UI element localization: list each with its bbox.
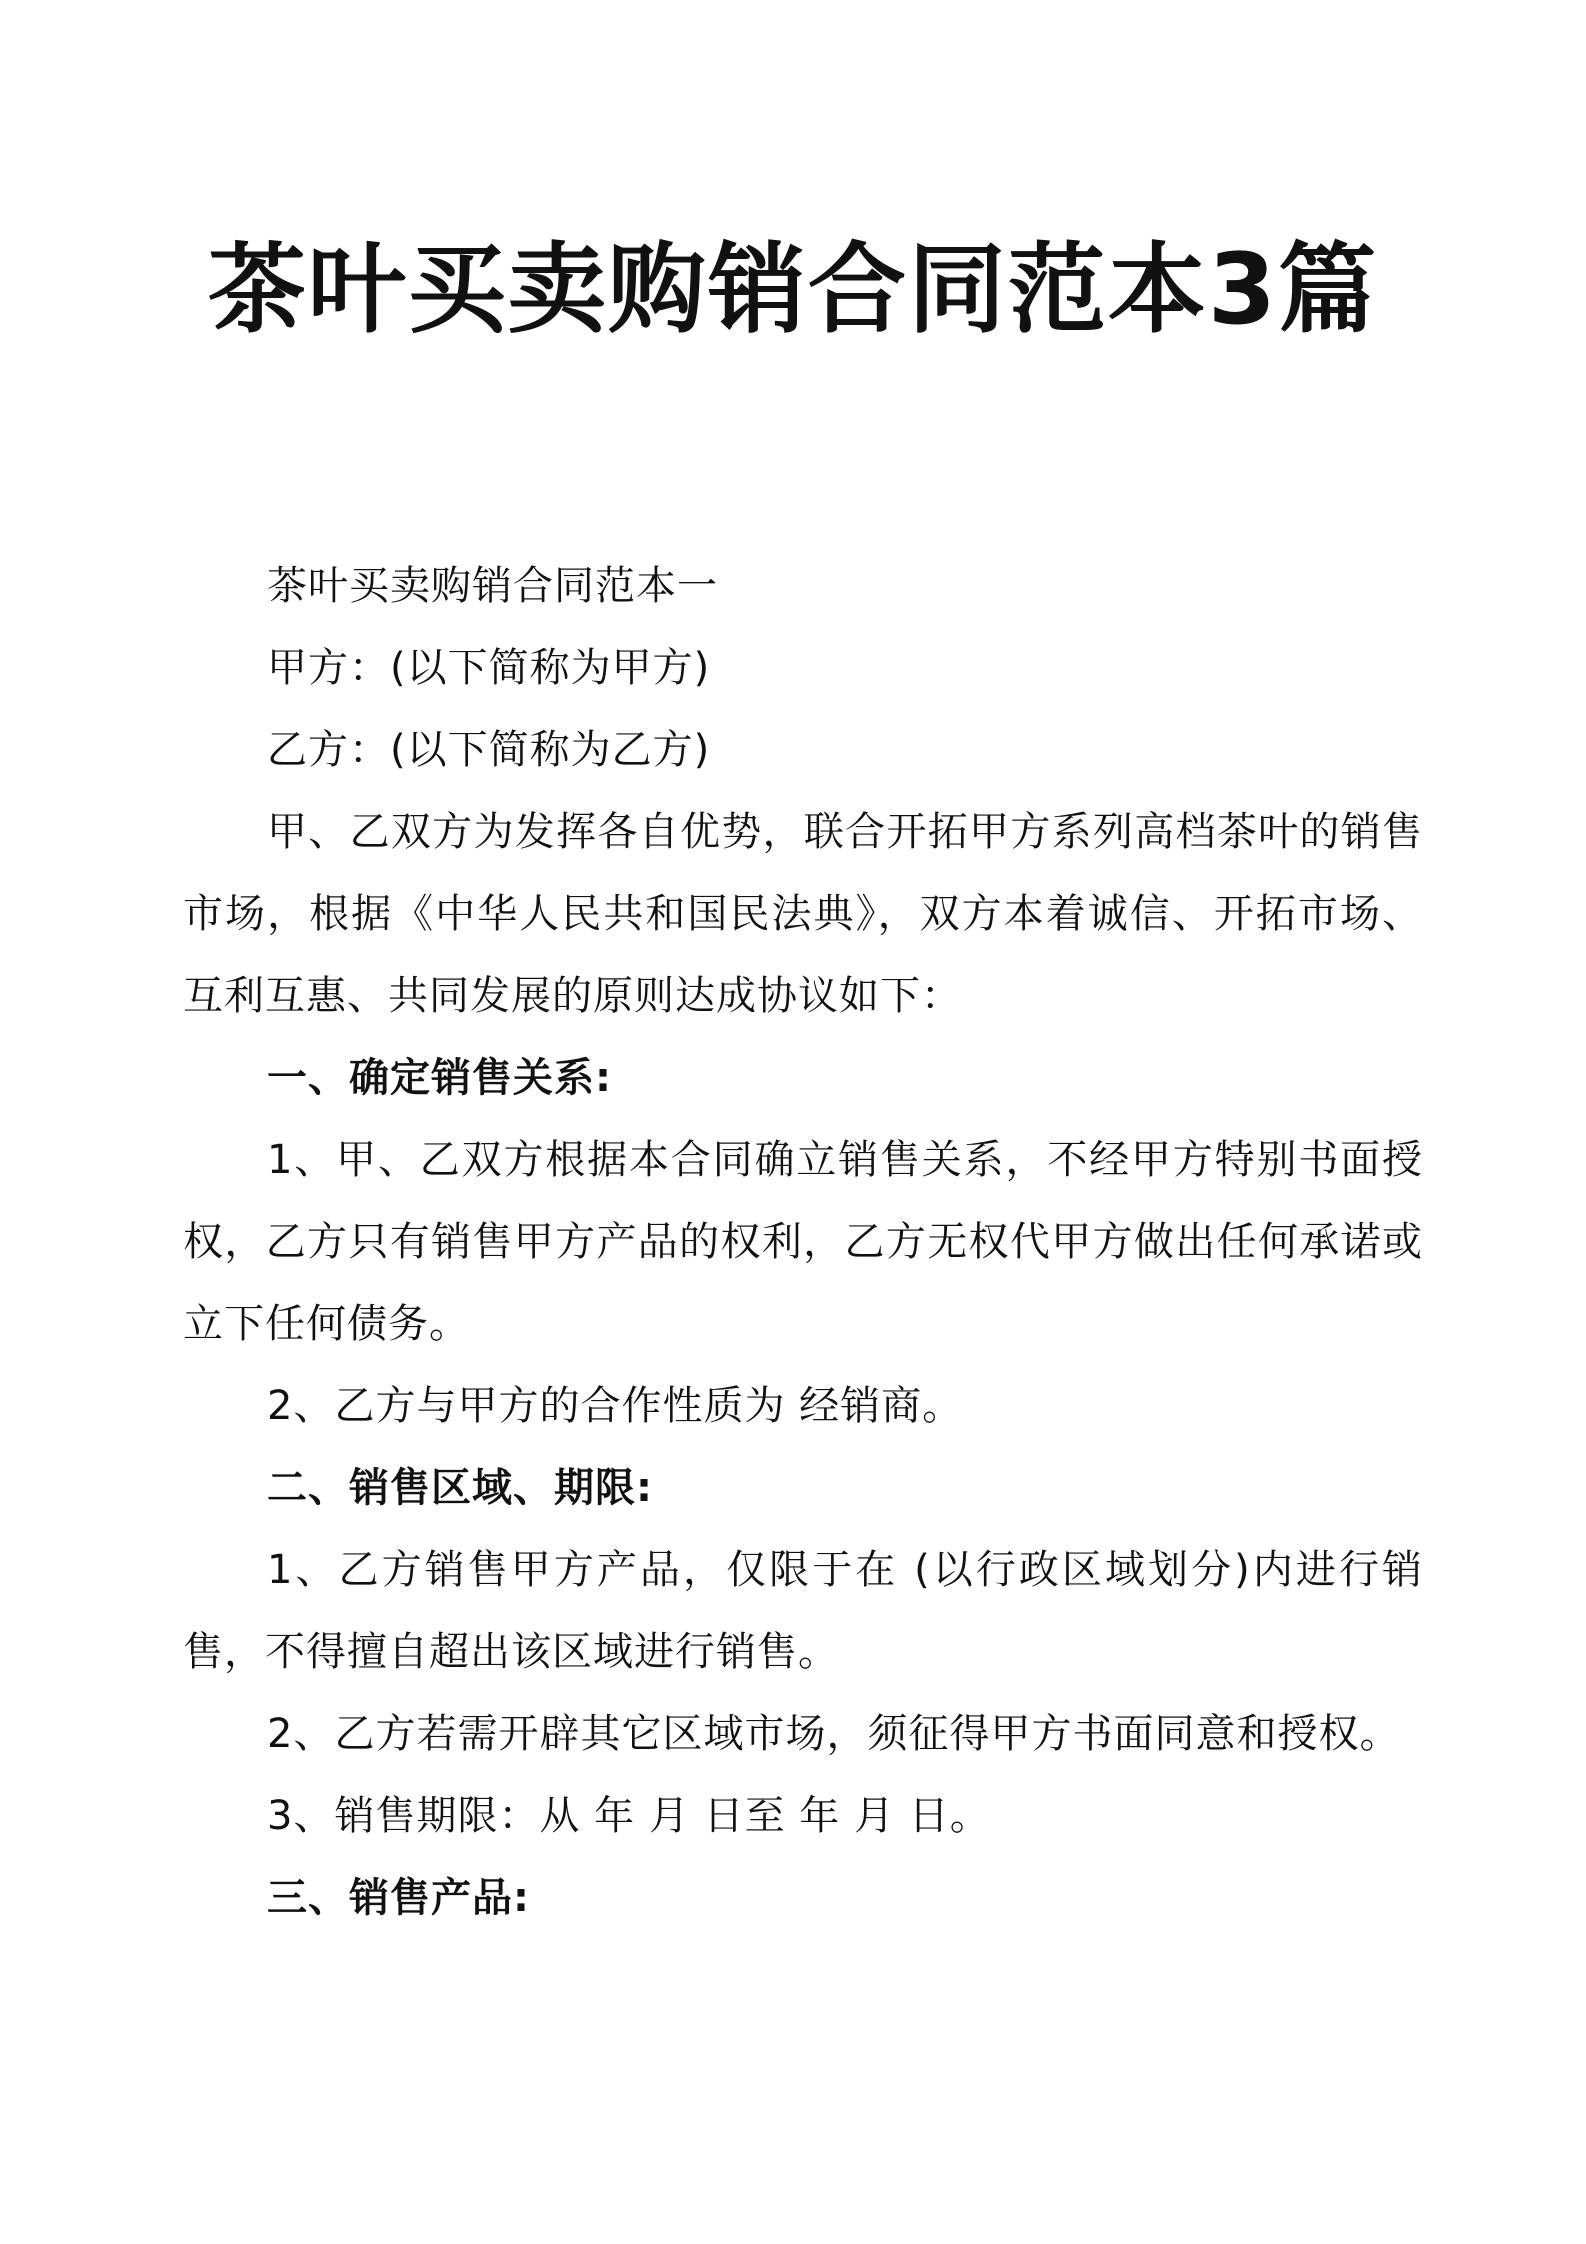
preamble-paragraph: 甲、乙双方为发挥各自优势，联合开拓甲方系列高档茶叶的销售市场，根据《中华人民共和国民法典》，双方本着诚信、开拓市场、互利互惠、共同发展的原则达成协议如下： xyxy=(183,809,1423,1019)
clause-item: 2、乙方若需开辟其它区域市场，须征得甲方书面同意和授权。 xyxy=(267,1711,1401,1757)
clause-item: 1、甲、乙双方根据本合同确立销售关系，不经甲方特别书面授权，乙方只有销售甲方产品的权利，乙方无权代甲方做出任何承诺或立下任何债务。 xyxy=(183,1137,1423,1347)
clause-item: 1、乙方销售甲方产品，仅限于在 (以行政区域划分)内进行销售，不得擅自超出该区域进行销售。 xyxy=(183,1547,1423,1675)
party-b-line: 乙方：(以下简称为乙方) xyxy=(267,727,711,773)
clause-item: 2、乙方与甲方的合作性质为 经销商。 xyxy=(267,1383,964,1429)
clause-heading-sales-relationship: 一、确定销售关系: xyxy=(267,1055,612,1101)
document-body xyxy=(183,545,1423,1939)
clause-heading-sales-area-term: 二、销售区域、期限: xyxy=(267,1465,653,1511)
document-title: 茶叶买卖购销合同范本3篇 xyxy=(207,233,1379,347)
clause-heading-sales-products: 三、销售产品: xyxy=(267,1875,530,1921)
clause-item: 3、销售期限：从 年 月 日至 年 月 日。 xyxy=(267,1793,991,1839)
section-heading-contract-one: 茶叶买卖购销合同范本一 xyxy=(267,563,718,609)
party-a-line: 甲方：(以下简称为甲方) xyxy=(267,645,711,691)
